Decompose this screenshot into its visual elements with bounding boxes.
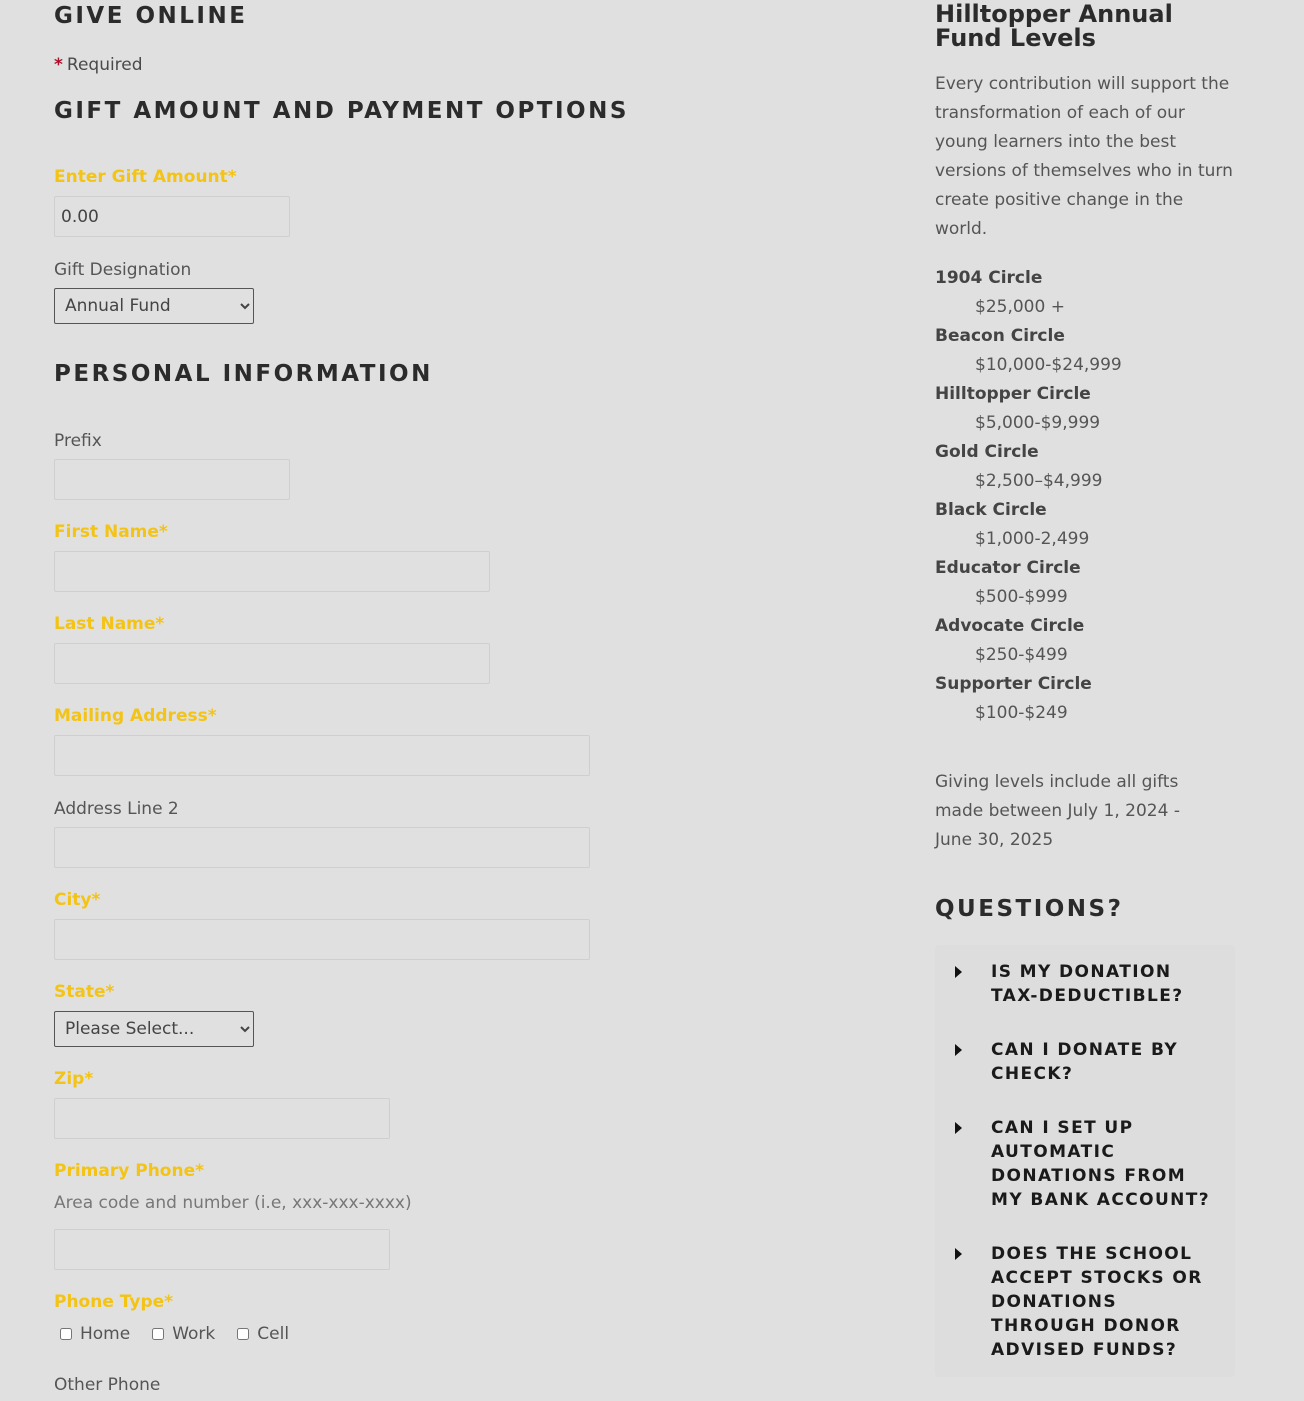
faq-item[interactable]: [935, 1101, 1235, 1227]
prefix-label: Prefix: [54, 431, 102, 451]
level-name: Advocate Circle: [935, 616, 1085, 636]
gift-section-title: GIFT AMOUNT AND PAYMENT OPTIONS: [54, 98, 629, 124]
giving-levels-note: Giving levels include all gifts made between July 1, 2024 - June 30, 2025: [935, 772, 1180, 850]
caret-right-icon: [955, 1248, 962, 1260]
gift-amount-input[interactable]: [54, 196, 290, 237]
level-range: $100-$249: [975, 703, 1068, 723]
phone-type-cell-label: Cell: [257, 1324, 290, 1344]
phone-type-cell-checkbox[interactable]: [237, 1328, 249, 1340]
required-star: *: [54, 55, 63, 75]
faq-question: CAN I SET UP AUTOMATIC DONATIONS FROM MY BANK ACCOUNT?: [991, 1118, 1211, 1210]
other-phone-label: Other Phone: [54, 1375, 161, 1395]
level-item: [935, 612, 1235, 670]
state-label: State*: [54, 982, 115, 1002]
gift-amount-label: Enter Gift Amount*: [54, 167, 237, 187]
level-item: [935, 322, 1235, 380]
level-range: $1,000-2,499: [975, 529, 1090, 549]
level-item: [935, 554, 1235, 612]
personal-section-title: PERSONAL INFORMATION: [54, 361, 433, 387]
phone-type-work-label: Work: [172, 1324, 216, 1344]
phone-type-home-checkbox[interactable]: [60, 1328, 72, 1340]
phone-type-label: Phone Type*: [54, 1292, 174, 1312]
zip-input[interactable]: [54, 1098, 390, 1139]
state-select[interactable]: [54, 1011, 254, 1047]
required-text: Required: [66, 55, 143, 75]
mailing-address-input[interactable]: [54, 735, 590, 776]
caret-right-icon: [955, 1122, 962, 1134]
gift-designation-select[interactable]: [54, 288, 254, 324]
phone-type-home[interactable]: [54, 1324, 130, 1344]
level-item: [935, 380, 1235, 438]
level-range: $25,000 +: [975, 297, 1065, 317]
phone-type-cell[interactable]: [231, 1324, 289, 1344]
primary-phone-hint: Area code and number (i.e, xxx-xxx-xxxx): [54, 1193, 412, 1213]
address-line2-label: Address Line 2: [54, 799, 179, 819]
prefix-input[interactable]: [54, 459, 290, 500]
city-label: City*: [54, 890, 101, 910]
last-name-input[interactable]: [54, 643, 490, 684]
faq-item[interactable]: [935, 1227, 1235, 1377]
fund-levels-title: Hilltopper Annual Fund Levels: [935, 0, 1173, 52]
caret-right-icon: [955, 966, 962, 978]
level-range: $250-$499: [975, 645, 1068, 665]
phone-type-options: [54, 1324, 305, 1344]
level-name: Gold Circle: [935, 442, 1039, 462]
level-item: [935, 670, 1235, 728]
primary-phone-label: Primary Phone*: [54, 1161, 205, 1181]
fund-levels-list: [935, 264, 1235, 728]
level-name: Black Circle: [935, 500, 1047, 520]
phone-type-work-checkbox[interactable]: [152, 1328, 164, 1340]
fund-levels-intro: Every contribution will support the transformation of each of our young learners into the best versions of themselves who in turn create positive change in the world.: [935, 74, 1233, 239]
city-input[interactable]: [54, 919, 590, 960]
level-item: [935, 264, 1235, 322]
level-item: [935, 496, 1235, 554]
level-name: Educator Circle: [935, 558, 1081, 578]
address-line2-input[interactable]: [54, 827, 590, 868]
zip-label: Zip*: [54, 1069, 94, 1089]
level-range: $2,500–$4,999: [975, 471, 1103, 491]
first-name-input[interactable]: [54, 551, 490, 592]
level-name: Beacon Circle: [935, 326, 1065, 346]
level-range: $5,000-$9,999: [975, 413, 1101, 433]
faq-item[interactable]: [935, 945, 1235, 1023]
phone-type-work[interactable]: [146, 1324, 215, 1344]
faq-item[interactable]: [935, 1023, 1235, 1101]
questions-title: QUESTIONS?: [935, 896, 1124, 922]
level-name: Hilltopper Circle: [935, 384, 1091, 404]
level-name: 1904 Circle: [935, 268, 1043, 288]
required-note: [54, 55, 143, 75]
phone-type-home-label: Home: [80, 1324, 131, 1344]
level-range: $500-$999: [975, 587, 1068, 607]
faq-question: IS MY DONATION TAX-DEDUCTIBLE?: [991, 962, 1184, 1006]
last-name-label: Last Name*: [54, 614, 165, 634]
mailing-address-label: Mailing Address*: [54, 706, 217, 726]
faq-question: DOES THE SCHOOL ACCEPT STOCKS OR DONATIONS THROUGH DONOR ADVISED FUNDS?: [991, 1244, 1203, 1360]
level-item: [935, 438, 1235, 496]
faq-accordion: [935, 945, 1235, 1377]
level-range: $10,000-$24,999: [975, 355, 1122, 375]
primary-phone-input[interactable]: [54, 1229, 390, 1270]
gift-designation-label: Gift Designation: [54, 260, 192, 280]
faq-question: CAN I DONATE BY CHECK?: [991, 1040, 1179, 1084]
first-name-label: First Name*: [54, 522, 168, 542]
caret-right-icon: [955, 1044, 962, 1056]
page-title: GIVE ONLINE: [54, 3, 248, 29]
level-name: Supporter Circle: [935, 674, 1092, 694]
